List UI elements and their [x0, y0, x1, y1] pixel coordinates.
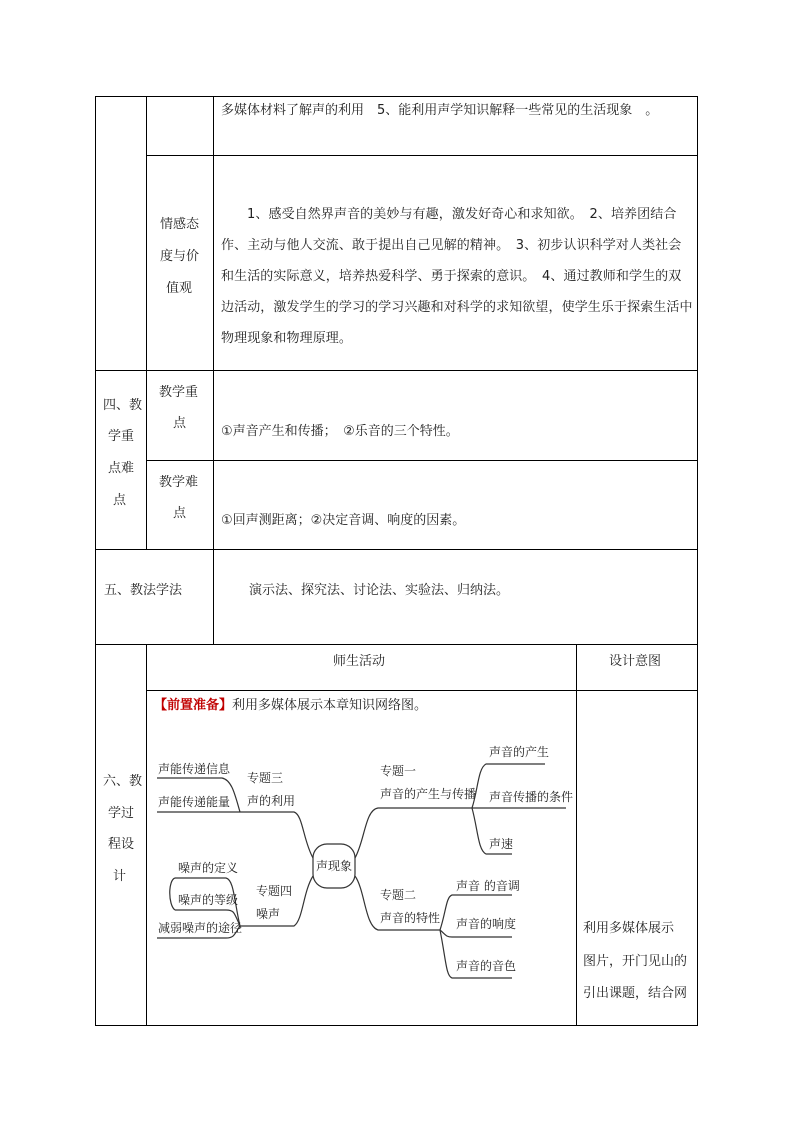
key-points-content: ①声音产生和传播； ②乐音的三个特性。: [221, 424, 459, 439]
topic4-leaf: 噪声的定义: [178, 861, 239, 875]
connector-topic3: [240, 812, 313, 858]
section6-label-line: 学过: [108, 806, 135, 821]
connector-topic4-bracket: [170, 878, 175, 910]
topic2-title: 专题二: [380, 888, 417, 902]
section6-label-line: 六、教: [103, 774, 143, 789]
intent-line: 图片，开门见山的: [583, 954, 688, 969]
section4-label-line: 点难: [108, 461, 135, 476]
emotion-label-line: 情感态: [160, 217, 200, 232]
connector-topic2-leaf2: [440, 930, 512, 937]
topic1-leaf: 声音传播的条件: [489, 790, 574, 804]
section6-label-line: 程设: [108, 837, 135, 852]
emotion-label-line: 值观: [166, 281, 193, 296]
prep-text: 利用多媒体展示本章知识网络图。: [232, 698, 428, 713]
topic2-leaf: 声音的响度: [456, 917, 517, 931]
topic4-title: 专题四: [256, 884, 293, 898]
intent-line: 引出课题，结合网: [583, 986, 688, 1001]
key-points-label-line: 点: [173, 416, 187, 431]
topic1-title: 专题一: [380, 764, 417, 778]
difficult-points-label-line: 教学难: [159, 475, 199, 490]
topic4-leaf: 减弱噪声的途径: [158, 921, 243, 935]
section4-label-line: 点: [113, 493, 127, 508]
topic1-leaf: 声音的产生: [489, 745, 550, 759]
topic3-leaf: 声能传递能量: [158, 795, 231, 809]
column-header-activity: 师生活动: [333, 654, 386, 669]
section6-label-line: 计: [113, 869, 127, 884]
topic2-leaf: 声音 的音调: [456, 879, 520, 893]
intent-line: 利用多媒体展示: [583, 921, 675, 936]
section5-content: 演示法、探究法、讨论法、实验法、归纳法。: [249, 583, 510, 598]
topic1-subtitle: 声音的产生与传播: [380, 787, 477, 801]
difficult-points-label-line: 点: [173, 506, 187, 521]
topic4-subtitle: 噪声: [256, 907, 281, 921]
difficult-points-content: ①回声测距离；②决定音调、响度的因素。: [221, 513, 466, 528]
key-points-label-line: 教学重: [159, 385, 199, 400]
section4-label-line: 四、教: [103, 398, 143, 413]
topic3-subtitle: 声的利用: [247, 794, 296, 808]
column-header-intent: 设计意图: [609, 654, 662, 669]
topic3-title: 专题三: [247, 771, 284, 785]
topic1-leaf: 声速: [489, 837, 514, 851]
mindmap-center: 声现象: [316, 859, 353, 873]
topic3-leaf: 声能传递信息: [158, 762, 231, 776]
emotion-content: 1、感受自然界声音的美妙与有趣，激发好奇心和求知欲。 2、培养团结合作、主动与他人交流、敢于提出自己见解的精神。 3、初步认识科学对人类社会和生活的实际意义，培养热爱科学、勇于探索的意识。 4、通过教师和学生的双边活动，激发学生的学习的学习兴趣和对科学的求知欲望，使学生乐于探索生活中物理现象和物理原理。: [221, 207, 693, 346]
section4-label-line: 学重: [108, 429, 135, 444]
section5-label: 五、教法学法: [104, 583, 183, 598]
topic2-subtitle: 声音的特性: [380, 911, 441, 925]
topic2-leaf: 声音的音色: [456, 959, 517, 973]
topic4-leaf: 噪声的等级: [178, 893, 239, 907]
objectives-tail-text: 多媒体材料了解声的利用 5、能利用声学知识解释一些常见的生活现象 。: [221, 103, 659, 118]
prep-tag: 【前置准备】: [154, 698, 233, 713]
connector-topic1: [355, 808, 472, 858]
emotion-label-line: 度与价: [160, 249, 200, 264]
